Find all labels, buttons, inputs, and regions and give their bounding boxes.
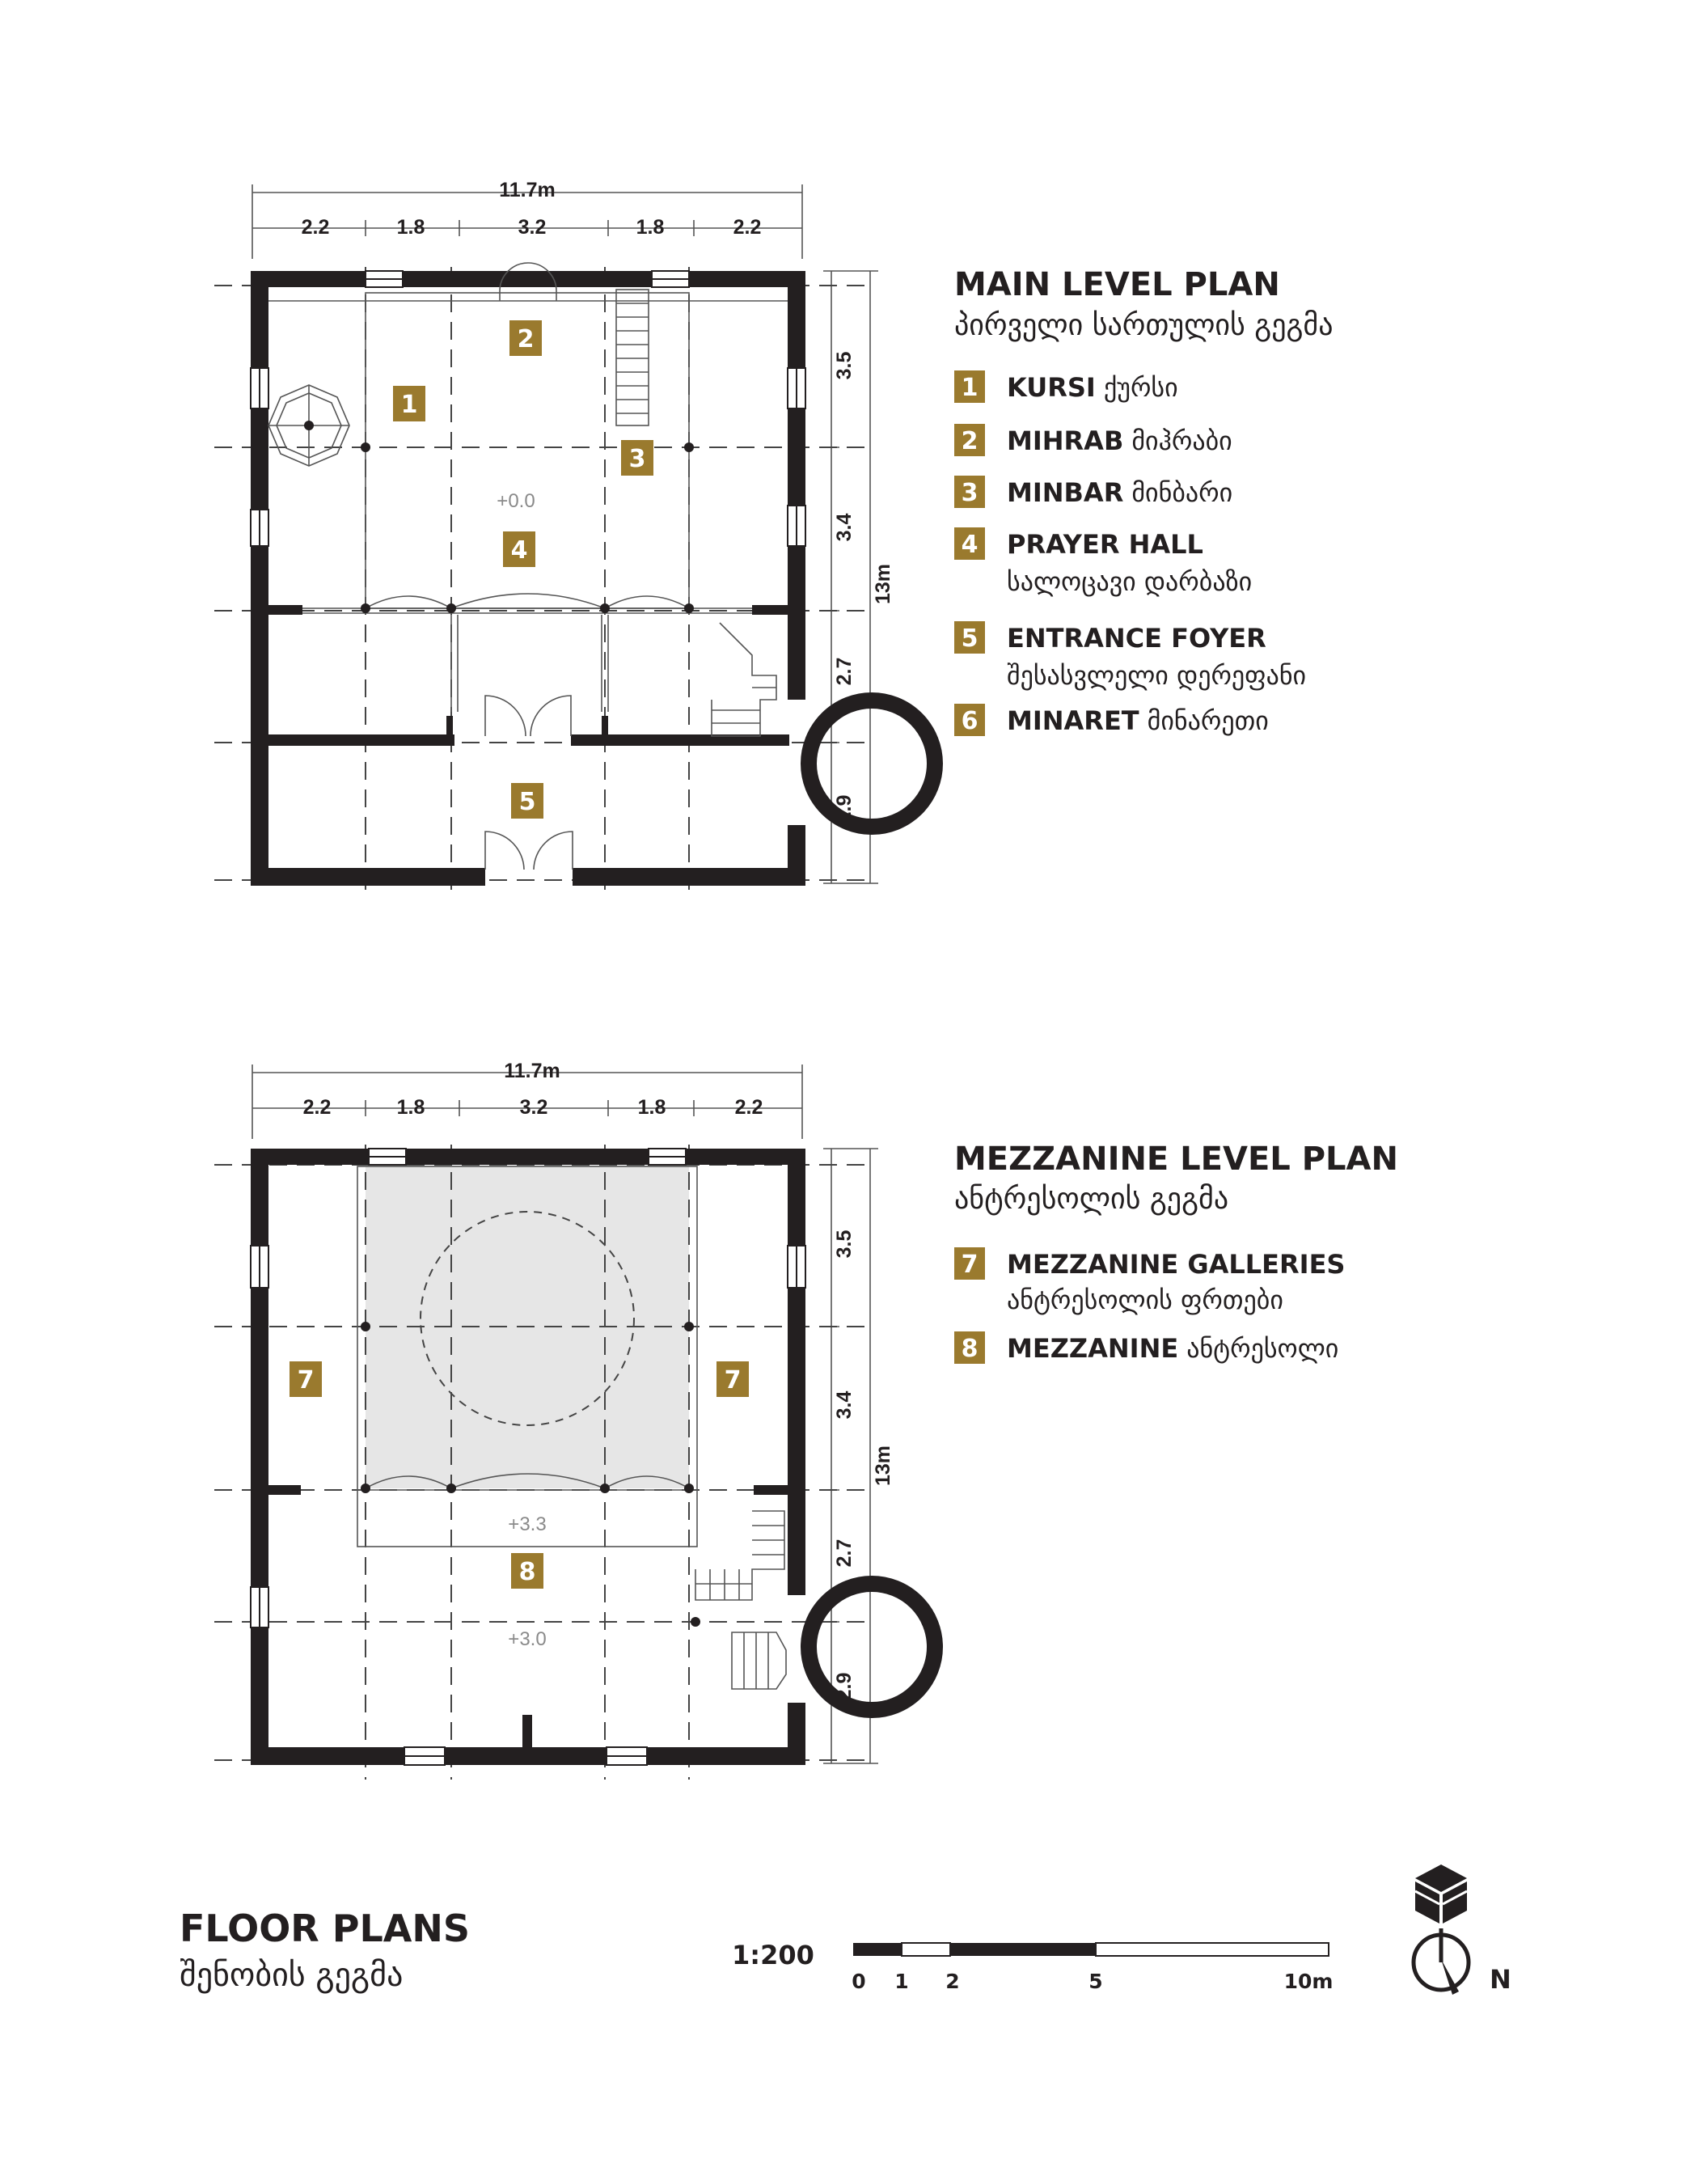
svg-text:ENTRANCE FOYER: ENTRANCE FOYER bbox=[1007, 623, 1266, 654]
main-width-dimensions bbox=[252, 179, 802, 259]
svg-text:3: 3 bbox=[628, 445, 646, 473]
mezz-plan-heading: MEZZANINE LEVEL PLAN bbox=[954, 1141, 1398, 1178]
main-width-seg-4: 1.8 bbox=[636, 216, 665, 239]
mezz-width-seg-2: 1.8 bbox=[396, 1096, 425, 1119]
mezz-width-dimensions bbox=[252, 1060, 802, 1139]
mezz-depth-seg-4: 2.9 bbox=[833, 1672, 856, 1701]
scale-tick-10: 10m bbox=[1283, 1970, 1334, 1993]
kaaba-icon bbox=[1415, 1864, 1467, 1924]
main-width-seg-3: 3.2 bbox=[518, 216, 547, 239]
legend-item-5 bbox=[954, 621, 1306, 691]
mezz-tag-7-left bbox=[290, 1361, 322, 1397]
svg-text:5: 5 bbox=[518, 788, 536, 816]
mezz-depth-seg-3: 2.7 bbox=[833, 1539, 856, 1568]
svg-text:შესასვლელი დერეფანი: შესასვლელი დერეფანი bbox=[1007, 660, 1307, 691]
main-corner-stair bbox=[712, 623, 776, 736]
mezz-tag-8 bbox=[511, 1553, 543, 1589]
main-depth-dimensions bbox=[823, 271, 894, 883]
mezz-stair bbox=[695, 1511, 786, 1689]
legend-item-7 bbox=[954, 1247, 1345, 1315]
main-depth-seg-4: 2.9 bbox=[833, 794, 856, 823]
mezz-depth-dimensions bbox=[823, 1149, 894, 1763]
svg-text:MEZZANINEანტრესოლი: MEZZANINE ანტრესოლი bbox=[1007, 1333, 1339, 1364]
legend-item-6 bbox=[954, 704, 1269, 736]
scale-ratio: 1:200 bbox=[732, 1940, 814, 1970]
scale-tick-2: 2 bbox=[945, 1970, 960, 1993]
legend-item-2 bbox=[954, 424, 1232, 456]
svg-text:PRAYER HALL: PRAYER HALL bbox=[1007, 529, 1203, 560]
mezz-plan-heading-ka: ანტრესოლის გეგმა bbox=[954, 1183, 1229, 1216]
svg-text:7: 7 bbox=[724, 1366, 742, 1395]
main-tag-2 bbox=[509, 320, 542, 356]
main-plan-heading: MAIN LEVEL PLAN bbox=[954, 266, 1280, 303]
mezz-legend bbox=[954, 1141, 1398, 1364]
svg-text:8: 8 bbox=[518, 1558, 536, 1586]
legend-item-1 bbox=[954, 370, 1178, 403]
mezz-depth-seg-2: 3.4 bbox=[833, 1390, 856, 1420]
scale-tick-0: 0 bbox=[852, 1970, 866, 1993]
main-plan-heading-ka: პირველი სართულის გეგმა bbox=[954, 309, 1334, 342]
svg-text:სალოცავი დარბაზი: სალოცავი დარბაზი bbox=[1007, 566, 1253, 597]
main-total-width: 11.7m bbox=[499, 179, 556, 201]
main-level-mark: +0.0 bbox=[497, 490, 535, 512]
north-label: N bbox=[1490, 1964, 1511, 1995]
mezz-width-seg-1: 2.2 bbox=[302, 1096, 332, 1119]
main-legend bbox=[954, 266, 1334, 736]
svg-text:2: 2 bbox=[517, 325, 535, 353]
svg-text:2: 2 bbox=[961, 427, 979, 455]
mezz-width-seg-3: 3.2 bbox=[519, 1096, 548, 1119]
mezz-depth-seg-1: 3.5 bbox=[833, 1230, 856, 1259]
north-arrow-icon bbox=[1414, 1928, 1469, 1995]
main-width-seg-2: 1.8 bbox=[396, 216, 425, 239]
mezz-level-lower: +3.0 bbox=[508, 1628, 547, 1650]
footer bbox=[180, 1864, 1511, 1995]
svg-text:6: 6 bbox=[961, 707, 979, 735]
main-tag-5 bbox=[511, 783, 543, 819]
scale-tick-5: 5 bbox=[1088, 1970, 1103, 1993]
scale-tick-1: 1 bbox=[894, 1970, 909, 1993]
main-depth-seg-2: 3.4 bbox=[833, 513, 856, 542]
svg-text:3: 3 bbox=[961, 479, 979, 507]
mezz-total-width: 11.7m bbox=[504, 1060, 560, 1082]
main-width-seg-1: 2.2 bbox=[301, 216, 330, 239]
main-depth-seg-1: 3.5 bbox=[833, 351, 856, 380]
legend-item-4 bbox=[954, 527, 1252, 597]
main-tag-3 bbox=[621, 440, 653, 476]
svg-text:5: 5 bbox=[961, 624, 979, 653]
svg-text:MINBARმინბარი: MINBAR მინბარი bbox=[1007, 477, 1233, 508]
svg-text:1: 1 bbox=[961, 374, 979, 402]
svg-text:8: 8 bbox=[961, 1335, 979, 1363]
mezz-minaret bbox=[809, 1584, 935, 1710]
main-depth-seg-3: 2.7 bbox=[833, 657, 856, 686]
main-level-plan bbox=[214, 179, 935, 899]
sheet-title: FLOOR PLANS bbox=[180, 1907, 470, 1950]
svg-text:MEZZANINE GALLERIES: MEZZANINE GALLERIES bbox=[1007, 1249, 1346, 1280]
mezz-level-upper: +3.3 bbox=[508, 1513, 547, 1535]
svg-text:7: 7 bbox=[961, 1251, 979, 1279]
main-tag-1 bbox=[393, 386, 425, 421]
svg-text:4: 4 bbox=[961, 531, 979, 559]
svg-text:MIHRABმიჰრაბი: MIHRAB მიჰრაბი bbox=[1007, 425, 1232, 456]
mezz-tag-7-right bbox=[716, 1361, 749, 1397]
mezz-width-seg-5: 2.2 bbox=[734, 1096, 763, 1119]
svg-text:MINARETმინარეთი: MINARET მინარეთი bbox=[1007, 705, 1269, 736]
main-grid-lines bbox=[214, 267, 873, 899]
svg-text:7: 7 bbox=[297, 1366, 315, 1395]
main-tag-4 bbox=[503, 531, 535, 567]
svg-text:ანტრესოლის ფრთები: ანტრესოლის ფრთები bbox=[1007, 1285, 1283, 1315]
mezzanine-level-plan bbox=[214, 1060, 935, 1780]
legend-item-8 bbox=[954, 1331, 1338, 1364]
mezz-width-seg-4: 1.8 bbox=[637, 1096, 666, 1119]
sheet-title-ka: შენობის გეგმა bbox=[180, 1957, 404, 1994]
scale-bar bbox=[852, 1943, 1333, 1993]
main-total-depth: 13m bbox=[872, 563, 894, 605]
svg-text:1: 1 bbox=[400, 391, 418, 419]
mezz-total-depth: 13m bbox=[872, 1445, 894, 1487]
main-minaret bbox=[809, 700, 935, 827]
legend-item-3 bbox=[954, 476, 1232, 508]
main-width-seg-5: 2.2 bbox=[733, 216, 762, 239]
main-minbar-stair bbox=[616, 290, 649, 425]
svg-text:KURSIქურსი: KURSI ქურსი bbox=[1007, 372, 1178, 403]
svg-text:4: 4 bbox=[510, 536, 528, 565]
